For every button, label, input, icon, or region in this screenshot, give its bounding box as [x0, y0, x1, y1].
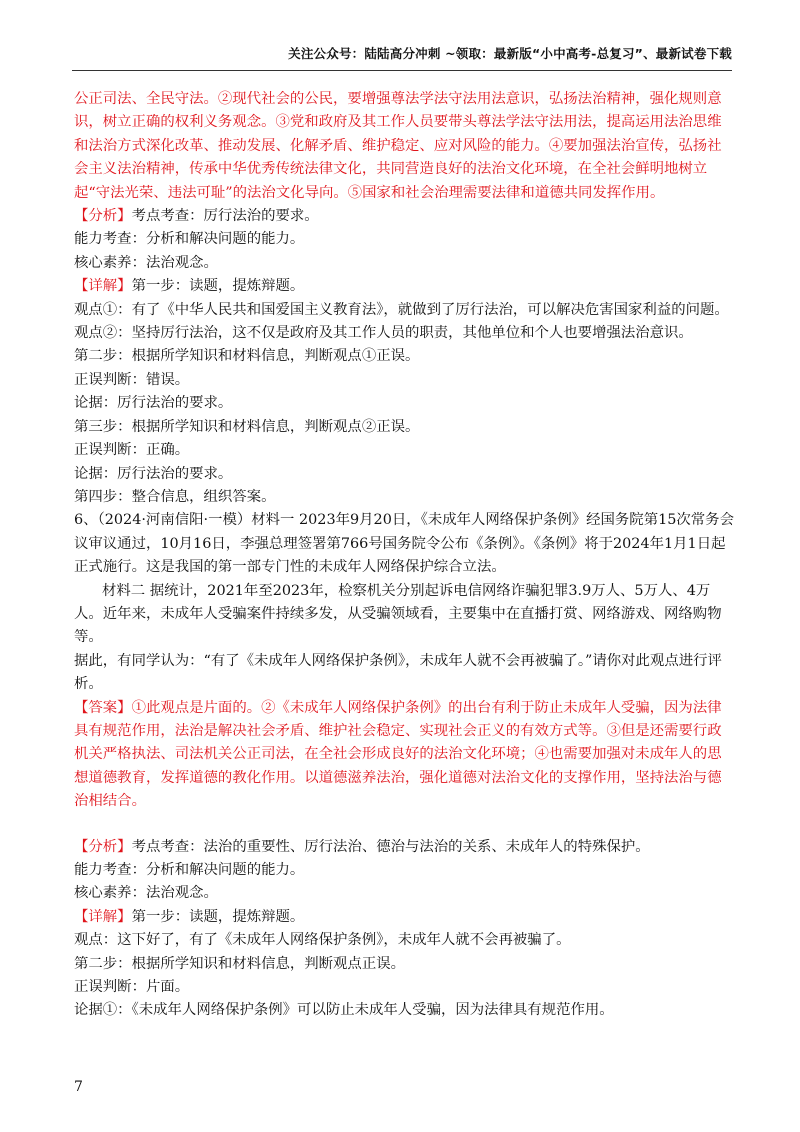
- analysis-tag-2: 【分析】: [74, 838, 132, 855]
- analysis-tag: 【分析】: [74, 208, 132, 225]
- paragraph-gap: [74, 814, 734, 836]
- step2-line-2: 第二步：根据所学知识和材料信息，判断观点正误。: [74, 955, 405, 972]
- detail-line: [74, 275, 734, 298]
- view2-line: 观点②：坚持厉行法治，这不仅是政府及其工作人员的职责，其他单位和个人也要增强法治意识。: [74, 325, 693, 342]
- basis-line-2: 论据①：《未成年人网络保护条例》可以防止未成年人受骗，因为法律具有规范作用。: [74, 1002, 614, 1019]
- literacy-line: 核心素养：法治观念。: [74, 254, 218, 271]
- detail-line-2: [74, 906, 734, 929]
- literacy-line-2: 核心素养：法治观念。: [74, 885, 218, 902]
- question-number: 6、（2024·河南信阳·一模）: [74, 512, 252, 529]
- detail-text-2: 第一步：读题，提炼辩题。: [131, 908, 305, 925]
- page-header: 关注公众号：陆陆高分冲刺 ~领取：最新版“小中高考-总复习”、最新试卷下载: [288, 46, 732, 61]
- ability-line: 能力考查：分析和解决问题的能力。: [74, 231, 305, 248]
- document-body: [74, 88, 734, 1023]
- question-6-material-2: 材料二 据统计，2021年至2023年，检察机关分别起诉电信网络诈骗犯罪3.9万人、5万人、4万人。近年来，未成年人受骗案件持续多发，从受骗领域看，主要集中在直播打赏、网络游戏、网络购物等。: [74, 582, 722, 646]
- view1-line: 观点①：有了《中华人民共和国爱国主义教育法》，就做到了厉行法治，可以解决危害国家利益的问题。: [74, 301, 729, 318]
- header-divider: [72, 70, 732, 71]
- answer-text: ①此观点是片面的。②《未成年人网络保护条例》的出台有利于防止未成年人受骗，因为法律具有规范作用，法治是解决社会矛盾、维护社会稳定、实现社会正义的有效方式等。③但是还需要行政机关严格执法、司法机关公正司法，在全社会形成良好的法治文化环境；④也需要加强对未成年人的思想道德教育，发挥道德的教化作用。以道德滋养法治，强化道德对法治文化的支撑作用，坚持法治与德治相结合。: [74, 699, 722, 810]
- answer-paragraph: [74, 697, 734, 814]
- basis2-line: 论据：厉行法治的要求。: [74, 465, 233, 482]
- step2-line: 第二步：根据所学知识和材料信息，判断观点①正误。: [74, 348, 420, 365]
- judge-line: 正误判断：片面。: [74, 979, 190, 996]
- judge2-line: 正误判断：正确。: [74, 442, 190, 459]
- answer-tag: 【答案】: [74, 699, 132, 716]
- step4-line: 第四步：整合信息，组织答案。: [74, 488, 276, 505]
- page-number: 7: [74, 1079, 83, 1095]
- detail-tag: 【详解】: [74, 278, 132, 295]
- material-1-text: 材料一 2023年9月20日，《未成年人网络保护条例》经国务院第15次常务会议审议通过，10月16日，李强总理签署第766号国务院令公布《条例》。《条例》将于2024年1月1日起正式施行。这是我国的第一部专门性的未成年人网络保护综合立法。: [74, 512, 734, 576]
- question-6-prompt: 据此，有同学认为：“有了《未成年人网络保护条例》，未成年人就不会再被骗了。”请你对此观点进行评析。: [74, 652, 722, 693]
- analysis-text: 考点考查：厉行法治的要求。: [131, 208, 319, 225]
- basis1-line: 论据：厉行法治的要求。: [74, 395, 233, 412]
- question-6-material-1: [74, 509, 734, 579]
- analysis-line: [74, 205, 734, 228]
- analysis-line-2: [74, 836, 734, 859]
- view-line: 观点：这下好了，有了《未成年人网络保护条例》，未成年人就不会再被骗了。: [74, 932, 571, 949]
- analysis-text-2: 考点考查：法治的重要性、厉行法治、德治与法治的关系、未成年人的特殊保护。: [131, 838, 650, 855]
- judge1-line: 正误判断：错误。: [74, 371, 190, 388]
- ability-line-2: 能力考查：分析和解决问题的能力。: [74, 862, 305, 878]
- answer-paragraph-continued: 公正司法、全民守法。②现代社会的公民，要增强尊法学法守法用法意识，弘扬法治精神，强化规则意识，树立正确的权利义务观念。③党和政府及其工作人员要带头尊法学法守法用法，提高运用法治思维和法治方式深化改革、推动发展、化解矛盾、维护稳定、应对风险的能力。④要加强法治宣传，弘扬社会主义法治精神，传承中华优秀传统法律文化，共同营造良好的法治文化环境，在全社会鲜明地树立起“守法光荣、违法可耻”的法治文化导向。⑤国家和社会治理需要法律和道德共同发挥作用。: [74, 91, 722, 201]
- detail-text: 第一步：读题，提炼辩题。: [131, 278, 305, 295]
- detail-tag-2: 【详解】: [74, 908, 132, 925]
- step3-line: 第三步：根据所学知识和材料信息，判断观点②正误。: [74, 418, 420, 435]
